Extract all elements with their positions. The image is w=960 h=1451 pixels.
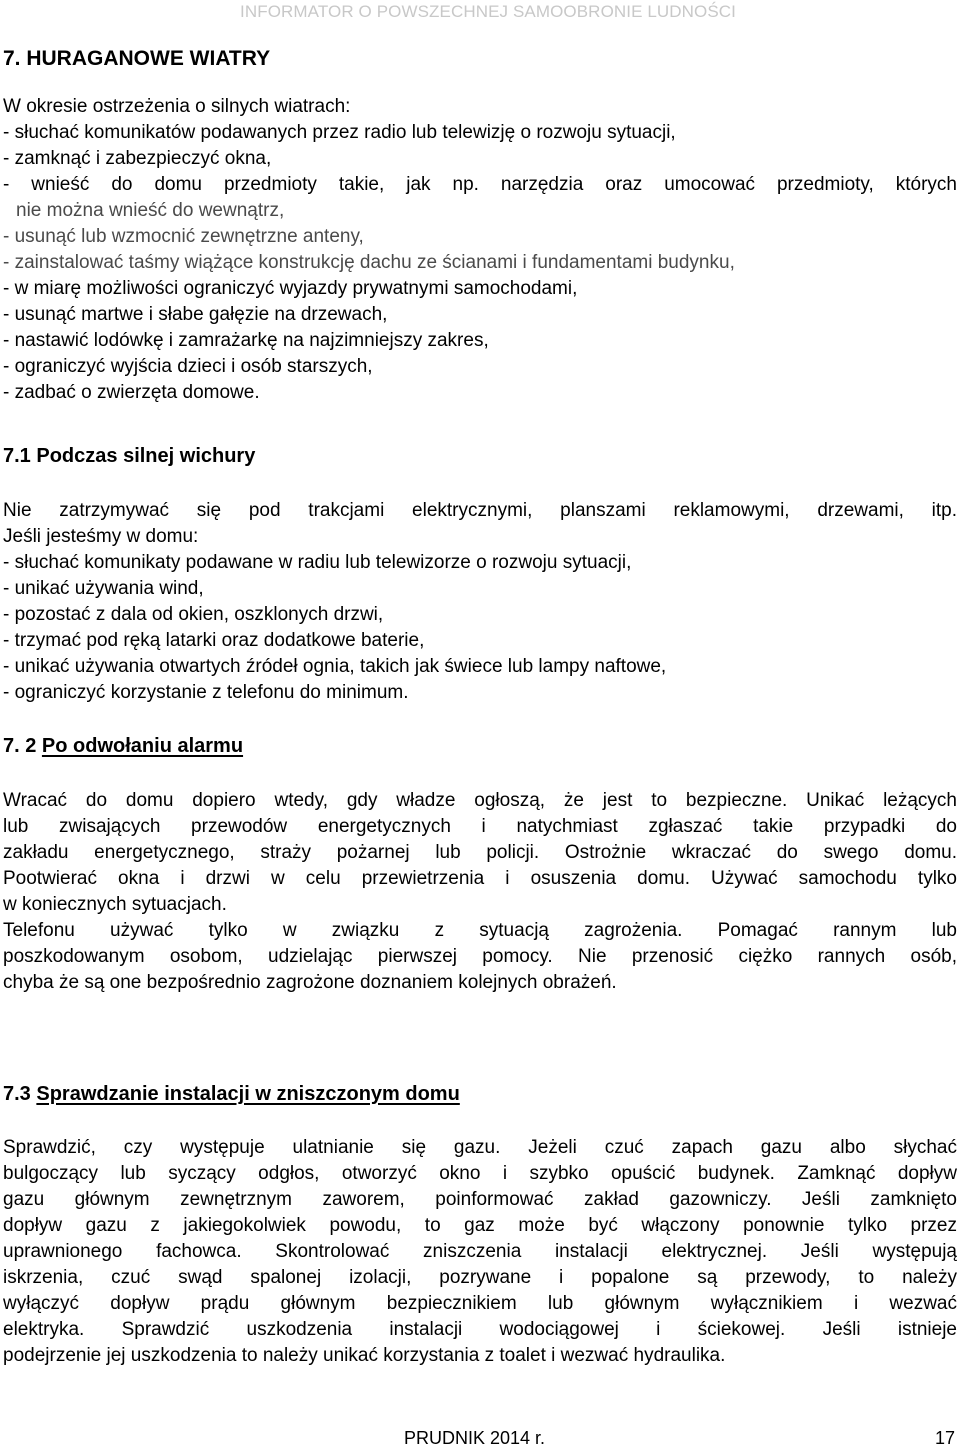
section-number: 7.1 <box>3 445 31 467</box>
paragraph-line: Telefonu używać tylko w związku z sytuacją zagrożenia. Pomagać rannym lub <box>3 920 957 941</box>
list-item: - słuchać komunikaty podawane w radiu lub telewizorze o rozwoju sytuacji, <box>3 552 632 573</box>
paragraph-line: podejrzenie jej uszkodzenia to należy unikać korzystania z toalet i wezwać hydraulika. <box>3 1345 726 1366</box>
section-7-2-heading <box>3 735 243 758</box>
section-title: Po odwołaniu alarmu <box>41 735 244 757</box>
list-item: - unikać używania wind, <box>3 578 204 599</box>
list-item: - ograniczyć korzystanie z telefonu do minimum. <box>3 682 409 703</box>
section-title: Podczas silnej wichury <box>36 445 256 467</box>
running-header: INFORMATOR O POWSZECHNEJ SAMOOBRONIE LUDNOŚCI <box>240 2 736 21</box>
section-7-1-heading <box>3 445 255 468</box>
paragraph-line: Sprawdzić, czy występuje ulatnianie się gazu. Jeżeli czuć zapach gazu albo słychać <box>3 1137 957 1158</box>
paragraph-line: iskrzenia, czuć swąd spalonej izolacji, pozrywane i popalone są przewody, to należy <box>3 1267 957 1288</box>
paragraph-line: zakładu energetycznego, straży pożarnej lub policji. Ostrożnie wkraczać do swego domu. <box>3 842 957 863</box>
list-item: - pozostać z dala od okien, oszklonych drzwi, <box>3 604 384 625</box>
list-item: - usunąć martwe i słabe gałęzie na drzewach, <box>3 304 388 325</box>
paragraph-line: dopływ gazu z jakiegokolwiek powodu, to gaz może być włączony ponownie tylko przez <box>3 1215 957 1236</box>
list-item: - wnieść do domu przedmioty takie, jak np. narzędzia oraz umocować przedmioty, których <box>3 174 957 195</box>
paragraph-line: Wracać do domu dopiero wtedy, gdy władze ogłoszą, że jest to bezpieczne. Unikać leżących <box>3 790 957 811</box>
paragraph-line: w koniecznych sytuacjach. <box>3 894 227 915</box>
list-item: - usunąć lub wzmocnić zewnętrzne anteny, <box>3 226 364 247</box>
section-7-body <box>3 94 957 406</box>
section-7-3-heading <box>3 1083 460 1106</box>
paragraph-line: Pootwierać okna i drzwi w celu przewietrzenia i osuszenia domu. Używać samochodu tylko <box>3 868 957 889</box>
paragraph-line: elektryka. Sprawdzić uszkodzenia instalacji wodociągowej i ściekowej. Jeśli istnieje <box>3 1319 957 1340</box>
section-7-2-body <box>3 788 957 996</box>
section-7-1-lead: Nie zatrzymywać się pod trakcjami elektrycznymi, planszami reklamowymi, drzewami, itp. <box>3 500 957 521</box>
footer-text: PRUDNIK 2014 r. <box>404 1428 546 1448</box>
page-number: 17 <box>934 1428 955 1448</box>
list-item: - zainstalować taśmy wiążące konstrukcję dachu ze ścianami i fundamentami budynku, <box>3 252 735 273</box>
list-item: - ograniczyć wyjścia dzieci i osób starszych, <box>3 356 373 377</box>
list-item: - nastawić lodówkę i zamrażarkę na najzimniejszy zakres, <box>3 330 489 351</box>
list-item: - w miarę możliwości ograniczyć wyjazdy prywatnymi samochodami, <box>3 278 578 299</box>
section-number: 7. 2 <box>3 735 37 757</box>
paragraph-line: bulgoczący lub syczący odgłos, otworzyć okno i szybko opuścić budynek. Zamknąć dopływ <box>3 1163 957 1184</box>
section-number: 7.3 <box>3 1083 31 1105</box>
paragraph-line: uprawnionego fachowca. Skontrolować zniszczenia instalacji elektrycznej. Jeśli występują <box>3 1241 957 1262</box>
list-item: - zamknąć i zabezpieczyć okna, <box>3 148 272 169</box>
section-7-intro: W okresie ostrzeżenia o silnych wiatrach: <box>3 96 351 117</box>
list-item: - słuchać komunikatów podawanych przez radio lub telewizję o rozwoju sytuacji, <box>3 122 676 143</box>
section-title: Sprawdzanie instalacji w zniszczonym domu <box>36 1083 460 1105</box>
paragraph-line: chyba że są one bezpośrednio zagrożone doznaniem kolejnych obrażeń. <box>3 972 617 993</box>
paragraph-line: wyłączyć dopływ prądu głównym bezpiecznikiem lub głównym wyłącznikiem i wezwać <box>3 1293 957 1314</box>
list-item: - trzymać pod ręką latarki oraz dodatkowe baterie, <box>3 630 425 651</box>
section-7-1-intro: Jeśli jesteśmy w domu: <box>3 526 199 547</box>
paragraph-line: poszkodowanym osobom, udzielając pierwszej pomocy. Nie przenosić ciężko rannych osób, <box>3 946 957 967</box>
list-item: - zadbać o zwierzęta domowe. <box>3 382 260 403</box>
list-item-continuation: nie można wnieść do wewnątrz, <box>16 200 285 221</box>
section-7-title: 7. HURAGANOWE WIATRY <box>3 47 271 70</box>
list-item: - unikać używania otwartych źródeł ognia, takich jak świece lub lampy naftowe, <box>3 656 667 677</box>
paragraph-line: gazu głównym zewnętrznym zaworem, poinformować zakład gazowniczy. Jeśli zamknięto <box>3 1189 957 1210</box>
paragraph-line: lub zwisających przewodów energetycznych i natychmiast zgłaszać takie przypadki do <box>3 816 957 837</box>
section-7-3-body <box>3 1135 957 1369</box>
section-7-1-body <box>3 498 957 706</box>
